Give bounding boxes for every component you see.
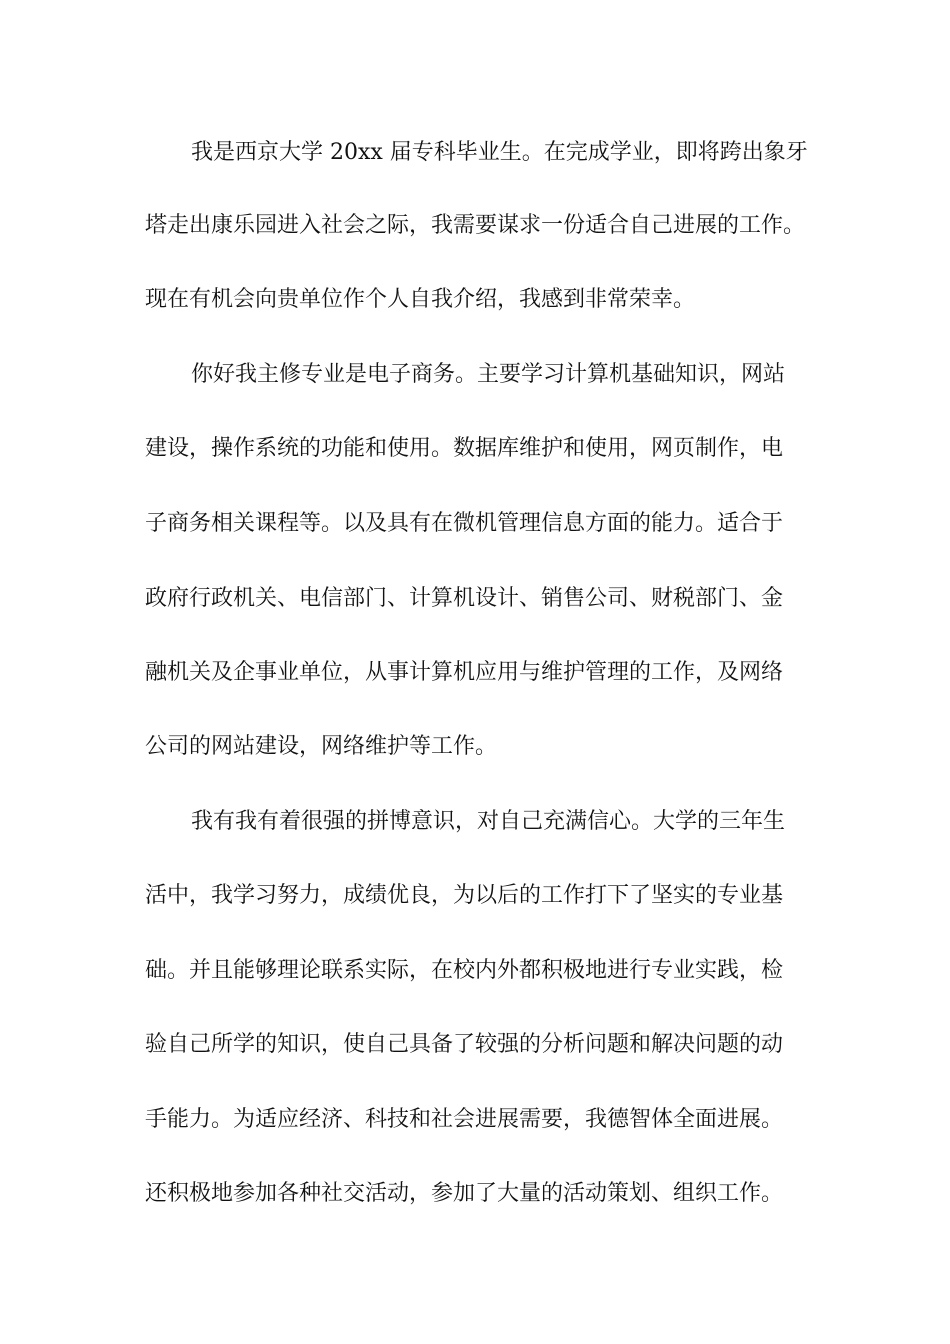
paragraph-2-line-5: 融机关及企事业单位，从事计算机应用与维护管理的工作，及网络 [145,660,784,685]
paragraph-3-line-5: 手能力。为适应经济、科技和社会进展需要，我德智体全面进展。 [145,1107,784,1132]
paragraph-2-line-3: 子商务相关课程等。以及具有在微机管理信息方面的能力。适合于 [145,511,784,536]
paragraph-2-line-2: 建设，操作系统的功能和使用。数据库维护和使用，网页制作，电 [145,436,784,461]
paragraph-1-line-2: 塔走出康乐园进入社会之际，我需要谋求一份适合自己进展的工作。 [145,213,806,238]
paragraph-1-line-1: 我是西京大学 20xx 届专科毕业生。在完成学业，即将跨出象牙 [191,140,808,165]
paragraph-3-line-4: 验自己所学的知识，使自己具备了较强的分析问题和解决问题的动 [145,1032,784,1057]
paragraph-3-line-1: 我有我有着很强的拼博意识，对自己充满信心。大学的三年生 [191,809,786,834]
paragraph-3-line-6: 还积极地参加各种社交活动，参加了大量的活动策划、组织工作。 [145,1181,784,1206]
paragraph-2-line-1: 你好我主修专业是电子商务。主要学习计算机基础知识，网站 [191,362,786,387]
paragraph-1-line-3: 现在有机会向贵单位作个人自我介绍，我感到非常荣幸。 [145,287,696,312]
paragraph-2-line-4: 政府行政机关、电信部门、计算机设计、销售公司、财税部门、金 [145,586,784,611]
paragraph-2-line-6: 公司的网站建设，网络维护等工作。 [145,734,498,759]
paragraph-3-line-3: 础。并且能够理论联系实际，在校内外都积极地进行专业实践，检 [145,958,784,983]
paragraph-3-line-2: 活中，我学习努力，成绩优良，为以后的工作打下了坚实的专业基 [145,883,784,908]
